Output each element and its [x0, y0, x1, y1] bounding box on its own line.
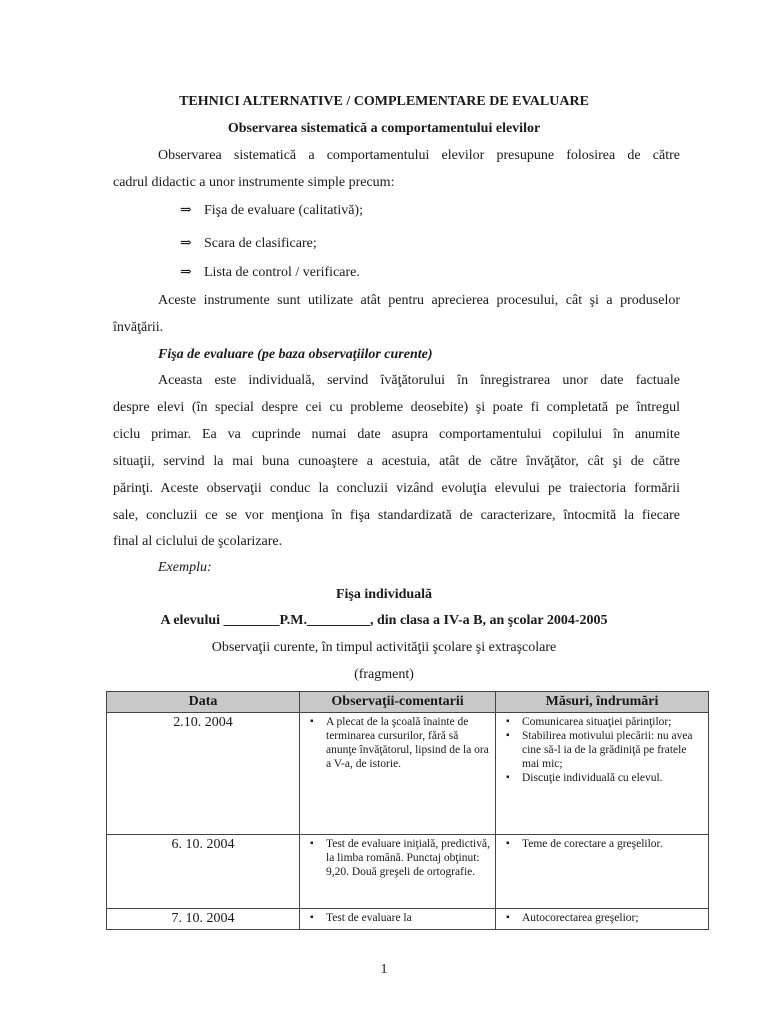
- column-header-observations: Observaţii-comentarii: [300, 692, 496, 713]
- column-header-measures: Măsuri, îndrumări: [496, 692, 709, 713]
- measures-cell: [496, 835, 709, 909]
- page-title: TEHNICI ALTERNATIVE / COMPLEMENTARE DE EVALUARE: [179, 94, 589, 109]
- example-label: Exemplu:: [158, 560, 212, 575]
- table-row: [107, 909, 709, 930]
- list-item: ▪ A plecat de la şcoală înainte de terminarea cursurilor, fără să anunţe învăţătorul, lipsind de la ora a V-a, de istorie.: [326, 715, 491, 771]
- list-item: ▪ Discuţie individuală cu elevul.: [522, 771, 704, 785]
- page-number: 1: [380, 962, 388, 977]
- date-cell: 2.10. 2004: [107, 713, 300, 835]
- list-item: ▪ Stabilirea motivului plecării: nu avea cine să-l ia de la grădiniţă pe fratele mai mic;: [522, 729, 704, 771]
- sheet-title: Fişa individuală: [335, 587, 433, 602]
- table-row: [107, 713, 709, 835]
- instrument-item: ⇒ Lista de control / verificare.: [180, 265, 360, 280]
- fragment-label: (fragment): [354, 667, 414, 682]
- paragraph-line: despre elevi (în special despre cei cu probleme deosebite) şi poate fi completată pe întregul: [113, 400, 680, 415]
- date-cell: 7. 10. 2004: [107, 909, 300, 930]
- intro-line-2: cadrul didactic a unor instrumente simple precum:: [113, 175, 395, 190]
- section-heading: Fişa de evaluare (pe baza observaţiilor curente): [158, 347, 433, 362]
- observations-cell: [300, 835, 496, 909]
- double-arrow-icon: ⇒: [180, 236, 192, 251]
- measures-cell: [496, 713, 709, 835]
- list-item: ▪ Comunicarea situaţiei părinţilor;: [522, 715, 704, 729]
- list-item: ▪ Test de evaluare la: [326, 911, 491, 925]
- observations-table: [106, 691, 709, 930]
- paragraph-line: ciclu primar. Ea va cuprinde numai date asupra comportamentului copilului în anumite: [113, 427, 680, 442]
- intro-line-1: Observarea sistematică a comportamentului elevilor presupune folosirea de către: [158, 148, 680, 163]
- usage-line-2: învăţării.: [113, 320, 164, 335]
- paragraph-line: părinţi. Aceste observaţii conduc la concluzii vizând evoluţia elevului pe traiectoria formării: [113, 481, 680, 496]
- double-arrow-icon: ⇒: [180, 203, 192, 218]
- paragraph-line: final al ciclului de şcolarizare.: [113, 534, 283, 549]
- page-subtitle: Observarea sistematică a comportamentului elevilor: [227, 121, 541, 136]
- list-item: ▪ Test de evaluare iniţială, predictivă, la limba română. Punctaj obţinut: 9,20. Două greşeli de ortografie.: [326, 837, 491, 879]
- table-header-row: [107, 692, 709, 713]
- measures-cell: [496, 909, 709, 930]
- double-arrow-icon: ⇒: [180, 265, 192, 280]
- paragraph-line: situaţii, servind la mai buna cunoaştere a acestuia, atât de către învăţător, cât şi de către: [113, 454, 680, 469]
- student-line: A elevului ________P.M._________, din clasa a IV-a B, an şcolar 2004-2005: [160, 613, 608, 628]
- instrument-item: ⇒ Scara de clasificare;: [180, 236, 317, 251]
- observations-line: Observaţii curente, în timpul activităţii şcolare şi extraşcolare: [211, 640, 557, 655]
- list-item: ▪ Teme de corectare a greşelilor.: [522, 837, 704, 851]
- column-header-date: Data: [107, 692, 300, 713]
- observations-cell: [300, 909, 496, 930]
- table-row: [107, 835, 709, 909]
- date-cell: 6. 10. 2004: [107, 835, 300, 909]
- instrument-item: ⇒ Fişa de evaluare (calitativă);: [180, 203, 363, 218]
- paragraph-line: Aceasta este individuală, servind îvăţătorului în înregistrarea unor date factuale: [158, 373, 680, 388]
- list-item: ▪ Autocorectarea greşelior;: [522, 911, 704, 925]
- usage-line-1: Aceste instrumente sunt utilizate atât pentru aprecierea procesului, cât şi a produselor: [158, 293, 680, 308]
- observations-cell: [300, 713, 496, 835]
- paragraph-line: sale, concluzii ce se vor menţiona în fişa standardizată de caracterizare, întocmită la fiecare: [113, 508, 680, 523]
